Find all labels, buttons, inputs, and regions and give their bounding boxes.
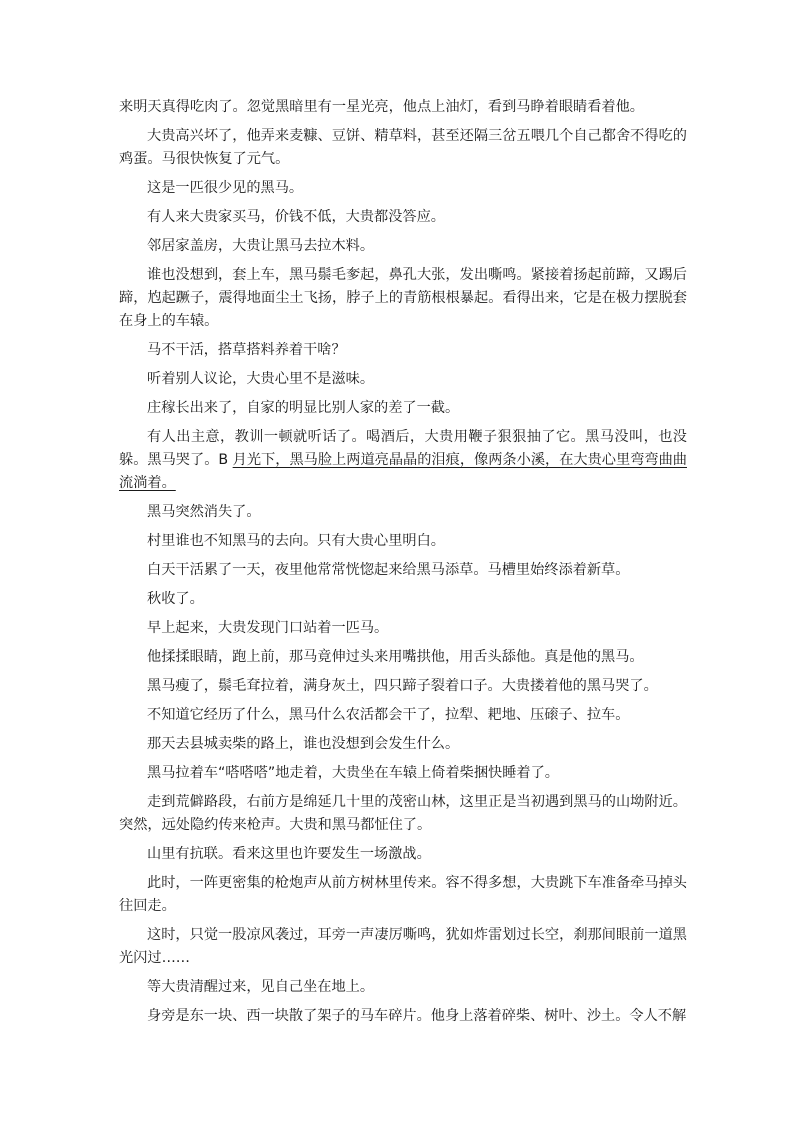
paragraph-text: 听着别人议论，大贵心里不是滋味。 (147, 371, 375, 387)
paragraph-text: 等大贵清醒过来，见自己坐在地上。 (147, 979, 375, 995)
paragraph (119, 791, 687, 837)
paragraph (119, 872, 687, 918)
paragraph-text: 大贵高兴坏了，他弄来麦糠、豆饼、精草料，甚至还隔三岔五喂几个自己都舍不得吃的鸡蛋。马很快恢复了元气。 (119, 128, 687, 167)
paragraph-text: 走到荒僻路段，右前方是绵延几十里的茂密山林，这里正是当初遇到黑马的山坳附近。突然，远处隐约传来枪声。大贵和黑马都怔住了。 (119, 794, 687, 833)
paragraph (119, 588, 687, 611)
paragraph-text: 村里谁也不知黑马的去向。只有大贵心里明白。 (147, 533, 445, 549)
paragraph-text: 身旁是东一块、西一块散了架子的马车碎片。他身上落着碎柴、树叶、沙土。令人不解 (147, 1008, 687, 1024)
paragraph (119, 397, 687, 420)
paragraph (119, 264, 687, 333)
paragraph-text: 黑马突然消失了。 (147, 504, 261, 520)
paragraph-text: 有人出主意，教训一顿就听话了。喝酒后，大贵用鞭子狠狠抽了它。黑马没叫，也没躲。黑马哭了。 (119, 429, 687, 468)
paragraph (119, 733, 687, 756)
paragraph (119, 96, 687, 119)
paragraph (119, 339, 687, 362)
paragraph (119, 426, 687, 495)
paragraph (119, 125, 687, 171)
paragraph (119, 843, 687, 866)
paragraph (119, 235, 687, 258)
paragraph-text: 不知道它经历了什么，黑马什么农活都会干了，拉犁、耙地、压磙子、拉车。 (147, 707, 630, 723)
question-marker: B (218, 452, 229, 468)
paragraph-text: 这时，只觉一股凉风袭过，耳旁一声凄厉嘶鸣，犹如炸雷划过长空，刹那间眼前一道黑光闪过…… (119, 927, 687, 966)
paragraph (119, 368, 687, 391)
paragraph-text: 这是一匹很少见的黑马。 (147, 180, 304, 196)
paragraph-text: 庄稼长出来了，自家的明显比别人家的差了一截。 (147, 400, 460, 416)
paragraph (119, 976, 687, 999)
paragraph (119, 501, 687, 524)
paragraph-text: 此时，一阵更密集的枪炮声从前方树林里传来。容不得多想，大贵跳下车准备牵马掉头往回走。 (119, 875, 687, 914)
paragraph-text: 来明天真得吃肉了。忽觉黑暗里有一星光亮，他点上油灯，看到马睁着眼睛看着他。 (119, 99, 644, 115)
paragraph (119, 646, 687, 669)
paragraph-text: 白天干活累了一天，夜里他常常恍惚起来给黑马添草。马槽里始终添着新草。 (147, 562, 630, 578)
paragraph (119, 559, 687, 582)
paragraph (119, 617, 687, 640)
paragraph (119, 762, 687, 785)
paragraph-text: 山里有抗联。看来这里也许要发生一场激战。 (147, 846, 431, 862)
paragraph-text: 秋收了。 (147, 591, 204, 607)
paragraph (119, 924, 687, 970)
paragraph (119, 675, 687, 698)
paragraph-text: 邻居家盖房，大贵让黑马去拉木料。 (147, 238, 375, 254)
paragraph-text: 黑马瘦了，鬃毛耷拉着，满身灰土，四只蹄子裂着口子。大贵搂着他的黑马哭了。 (147, 678, 658, 694)
paragraph-text: 那天去县城卖柴的路上，谁也没想到会发生什么。 (147, 736, 460, 752)
paragraph-text: 谁也没想到，套上车，黑马鬃毛奓起，鼻孔大张，发出嘶鸣。紧接着扬起前蹄，又踢后蹄，尥起蹶子，震得地面尘土飞扬，脖子上的青筋根根暴起。看得出来，它是在极力摆脱套在身上的车辕。 (119, 267, 687, 329)
underlined-sentence: 月光下，黑马脸上两道亮晶晶的泪痕，像两条小溪，在大贵心里弯弯曲曲流淌着。 (119, 452, 687, 491)
paragraph (119, 704, 687, 727)
document-page (119, 96, 687, 1034)
paragraph (119, 206, 687, 229)
paragraph (119, 177, 687, 200)
paragraph (119, 530, 687, 553)
paragraph-text: 早上起来，大贵发现门口站着一匹马。 (147, 620, 389, 636)
paragraph-text: 马不干活，搭草搭料养着干啥？ (147, 342, 346, 358)
paragraph-text: 黑马拉着车“嗒嗒嗒”地走着，大贵坐在车辕上倚着柴捆快睡着了。 (147, 765, 559, 781)
paragraph-text: 有人来大贵家买马，价钱不低，大贵都没答应。 (147, 209, 445, 225)
paragraph (119, 1005, 687, 1028)
paragraph-text: 他揉揉眼睛，跑上前，那马竟伸过头来用嘴拱他，用舌头舔他。真是他的黑马。 (147, 649, 644, 665)
